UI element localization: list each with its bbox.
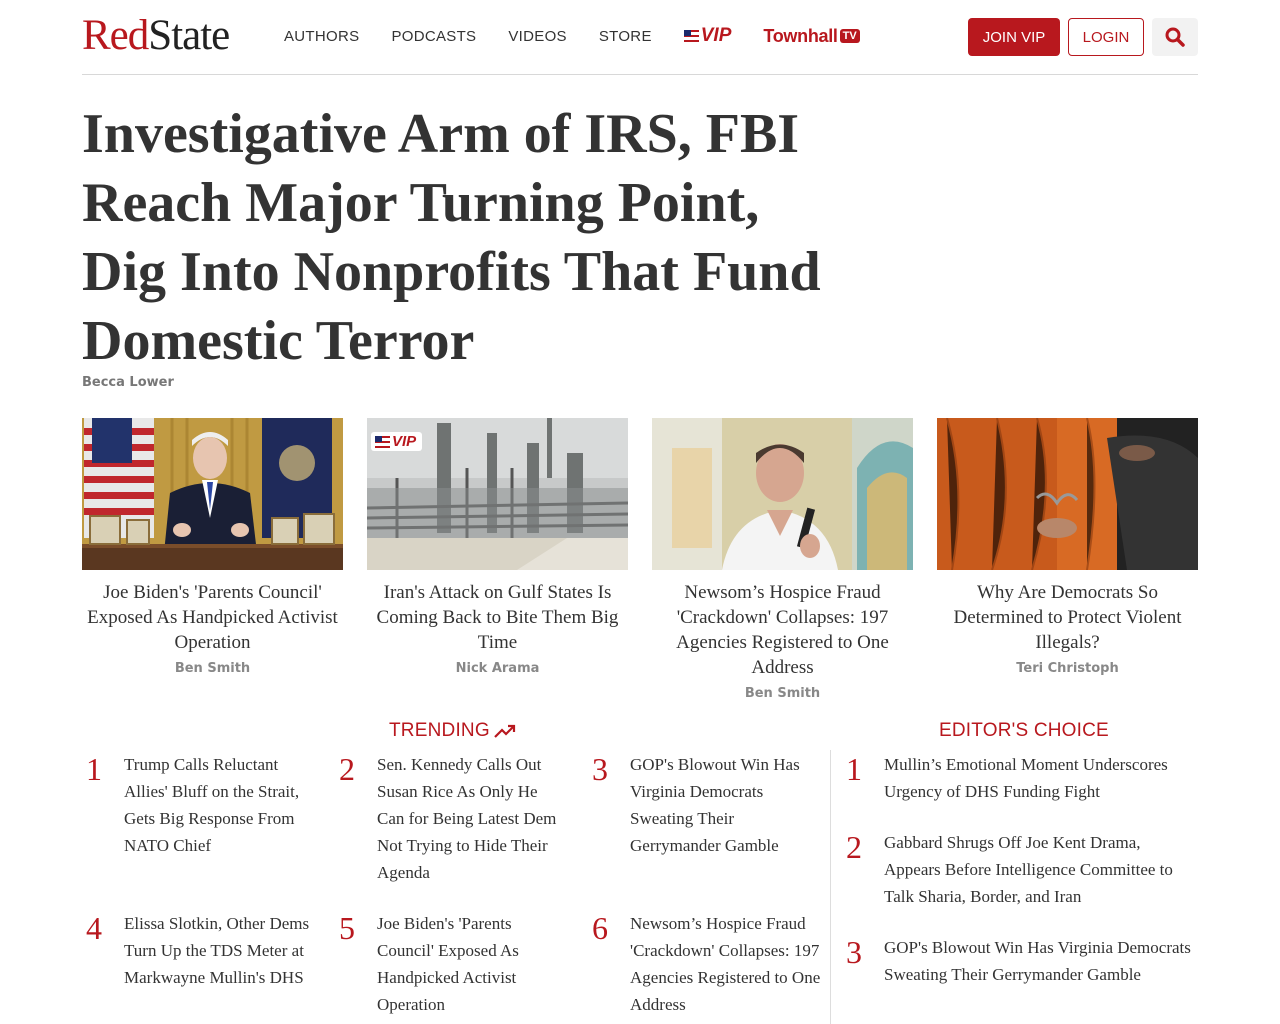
login-button[interactable]: LOGIN (1068, 18, 1144, 56)
nav-vip[interactable]: VIP (684, 25, 732, 47)
redstate-logo[interactable]: RedState (82, 12, 230, 59)
card-author[interactable]: Ben Smith (744, 686, 821, 701)
column-divider (830, 750, 831, 1024)
card-3[interactable] (652, 418, 913, 701)
nav-podcasts[interactable]: PODCASTS (391, 27, 477, 45)
trending-item-3[interactable]: 3 GOP's Blowout Win Has Virginia Democrats Sweating Their Gerrymander Gamble (592, 751, 800, 855)
join-vip-button[interactable]: JOIN VIP (968, 18, 1060, 56)
editors-choice-item-2[interactable]: 2 Gabbard Shrugs Off Joe Kent Drama, Appears Before Intelligence Committee to Talk Sharia, Border, and Iran (846, 829, 1173, 906)
card-title[interactable]: Joe Biden's 'Parents Council' Exposed As Handpicked Activist Operation (87, 582, 338, 653)
card-image[interactable] (652, 418, 913, 570)
headline-title[interactable]: Investigative Arm of IRS, FBI Reach Major Turning Point, Dig Into Nonprofits That Fund Domestic Terror (82, 103, 821, 372)
vip-badge: VIP (371, 432, 422, 451)
card-author[interactable]: Teri Christoph (1016, 661, 1119, 676)
card-image[interactable] (937, 418, 1198, 570)
card-author[interactable]: Nick Arama (455, 661, 540, 676)
nav-townhall-tv[interactable]: Townhall TV (763, 26, 859, 47)
flag-icon (684, 30, 699, 42)
editors-choice-item-1[interactable]: 1 Mullin’s Emotional Moment Underscores Urgency of DHS Funding Fight (846, 751, 1168, 801)
card-title[interactable]: Why Are Democrats So Determined to Protect Violent Illegals? (953, 582, 1182, 653)
trending-item-1[interactable]: 1 Trump Calls Reluctant Allies' Bluff on the Strait, Gets Big Response From NATO Chief (86, 751, 300, 855)
trending-item-4[interactable]: 4 Elissa Slotkin, Other Dems Turn Up the TDS Meter at Markwayne Mullin's DHS (86, 910, 310, 987)
search-icon (1165, 27, 1185, 47)
headline-author[interactable]: Becca Lower (82, 375, 174, 390)
trending-item-2[interactable]: 2 Sen. Kennedy Calls Out Susan Rice As Only He Can for Being Latest Dem Not Trying to Hide Their Agenda (339, 751, 557, 882)
main-nav (284, 24, 860, 48)
search-button[interactable] (1152, 18, 1198, 56)
card-title[interactable]: Newsom’s Hospice Fraud 'Crackdown' Collapses: 197 Agencies Registered to One Address (676, 582, 889, 678)
card-2[interactable] (367, 418, 628, 676)
editors-choice-item-3[interactable]: 3 GOP's Blowout Win Has Virginia Democrats Sweating Their Gerrymander Gamble (846, 934, 1191, 984)
card-image[interactable] (367, 418, 628, 570)
card-1[interactable] (82, 418, 343, 676)
nav-store[interactable]: STORE (598, 27, 652, 45)
card-title[interactable]: Iran's Attack on Gulf States Is Coming Back to Bite Them Big Time (376, 582, 619, 653)
trending-heading: TRENDING (389, 720, 516, 742)
trending-up-icon (494, 723, 516, 739)
featured-cards (82, 418, 1198, 708)
editors-choice-heading: EDITOR'S CHOICE (939, 720, 1109, 741)
card-author[interactable]: Ben Smith (174, 661, 251, 676)
trending-item-6[interactable]: 6 Newsom’s Hospice Fraud 'Crackdown' Collapses: 197 Agencies Registered to One Address (592, 910, 821, 1014)
flag-icon (375, 436, 390, 448)
trending-item-5[interactable]: 5 Joe Biden's 'Parents Council' Exposed As Handpicked Activist Operation (339, 910, 519, 1014)
nav-authors[interactable]: AUTHORS (284, 27, 360, 45)
card-image[interactable] (82, 418, 343, 570)
site-header (82, 0, 1198, 75)
nav-videos[interactable]: VIDEOS (508, 27, 567, 45)
card-4[interactable] (937, 418, 1198, 676)
